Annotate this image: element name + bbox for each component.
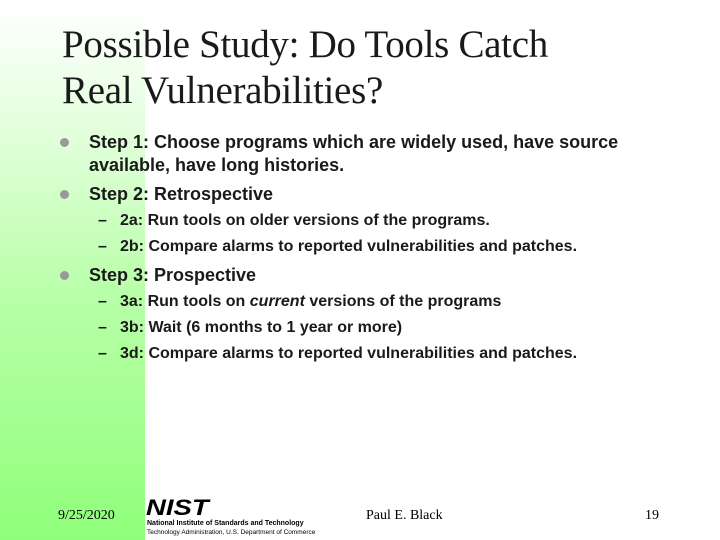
bullet-text: Step 3: Prospective <box>89 265 257 285</box>
footer-date: 9/25/2020 <box>58 508 115 523</box>
sub-bullet-text: 3b: Wait (6 months to 1 year or more) <box>120 319 403 336</box>
nist-logo-line-1: National Institute of Standards and Technology <box>147 520 304 527</box>
nist-logo-mark: NIST <box>146 495 209 520</box>
slide-title-line-1: Possible Study: Do Tools Catch <box>62 23 548 66</box>
sub-bullet-text-part: versions of the programs <box>304 293 502 310</box>
dash-icon: – <box>98 345 107 362</box>
sub-bullet-emphasis: current <box>249 293 305 310</box>
footer-author: Paul E. Black <box>366 508 443 523</box>
nist-logo <box>146 497 346 539</box>
bullet-text: Step 1: Choose programs which are widely used, have source available, have long histories. <box>89 132 619 175</box>
sub-bullet-text <box>120 292 501 312</box>
dash-icon: – <box>98 212 107 229</box>
sub-bullet-text: 2a: Run tools on older versions of the programs. <box>120 212 490 229</box>
bullet-dot-icon <box>60 190 69 199</box>
sub-bullet-text: 3d: Compare alarms to reported vulnerabilities and patches. <box>120 345 578 362</box>
bullet-text: Step 2: Retrospective <box>89 184 274 204</box>
sub-bullet-text: 2b: Compare alarms to reported vulnerabilities and patches. <box>120 238 578 255</box>
bullet-dot-icon <box>60 138 69 147</box>
dash-icon: – <box>98 293 107 310</box>
dash-icon: – <box>98 319 107 336</box>
nist-logo-line-2: Technology Administration, U.S. Department of Commerce <box>147 529 316 536</box>
slide-title <box>62 22 702 114</box>
sub-bullet-text-part: 3a: Run tools on <box>120 293 250 310</box>
slide-title-line-2: Real Vulnerabilities? <box>62 69 383 112</box>
dash-icon: – <box>98 238 107 255</box>
page-number: 19 <box>645 508 659 523</box>
bullet-dot-icon <box>60 271 69 280</box>
